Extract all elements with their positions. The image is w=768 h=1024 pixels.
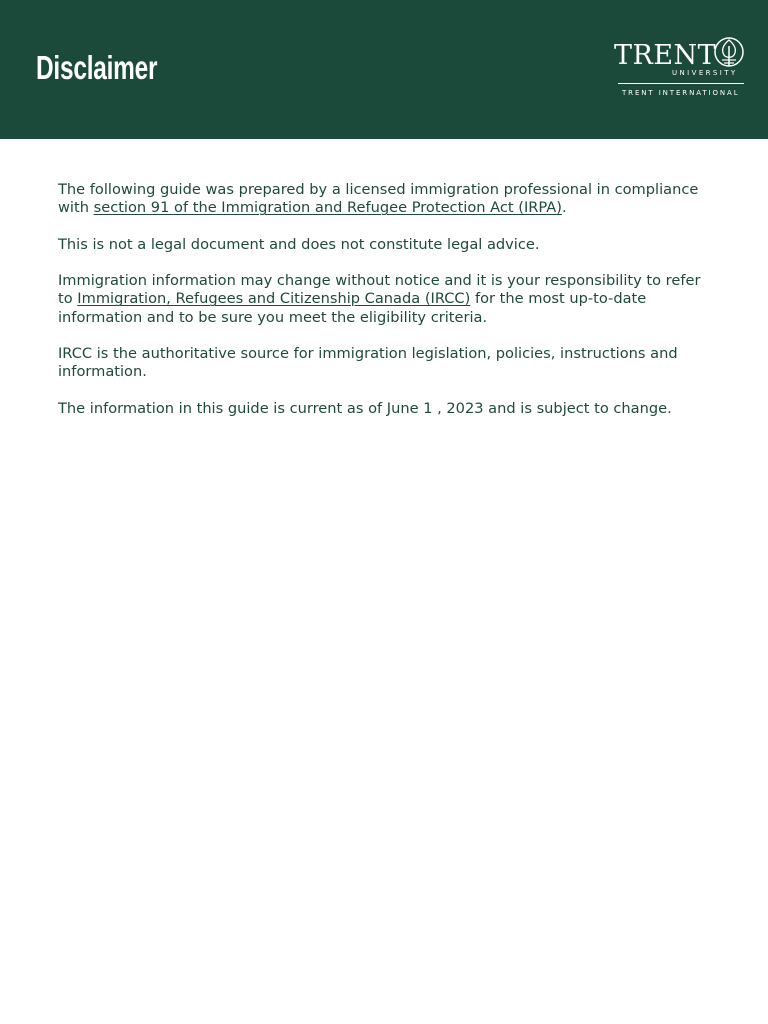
- logo-university: UNIVERSITY: [672, 69, 738, 77]
- page-header: [0, 0, 768, 139]
- ircc-link[interactable]: Immigration, Refugees and Citizenship Canada (IRCC): [77, 290, 471, 308]
- tree-icon: [712, 36, 746, 70]
- logo-wordmark: TRENT: [614, 40, 717, 71]
- paragraph-not-legal: This is not a legal document and does not constitute legal advice.: [58, 235, 540, 253]
- logo-subline: TRENT INTERNATIONAL: [622, 89, 740, 97]
- disclaimer-content: [58, 181, 718, 436]
- logo-divider: [618, 83, 744, 84]
- paragraph-authoritative-source: IRCC is the authoritative source for immigration legislation, policies, instructions and information.: [58, 345, 678, 381]
- paragraph-compliance: The following guide was prepared by a licensed immigration professional in compliance with section 91 of the Immigration and Refugee Protection Act (IRPA).: [58, 181, 699, 217]
- paragraph-currency-date: The information in this guide is current as of June 1 , 2023 and is subject to change.: [58, 399, 672, 417]
- trent-university-logo: [612, 36, 748, 100]
- page-title: Disclaimer: [36, 49, 158, 86]
- paragraph-responsibility: Immigration information may change without notice and it is your responsibility to refer to Immigration, Refugees and Citizenship Canada (IRCC) for the most up-to-date information and to be sure you meet the eligibility criteria.: [58, 272, 701, 326]
- irpa-link[interactable]: section 91 of the Immigration and Refugee Protection Act (IRPA): [93, 199, 562, 217]
